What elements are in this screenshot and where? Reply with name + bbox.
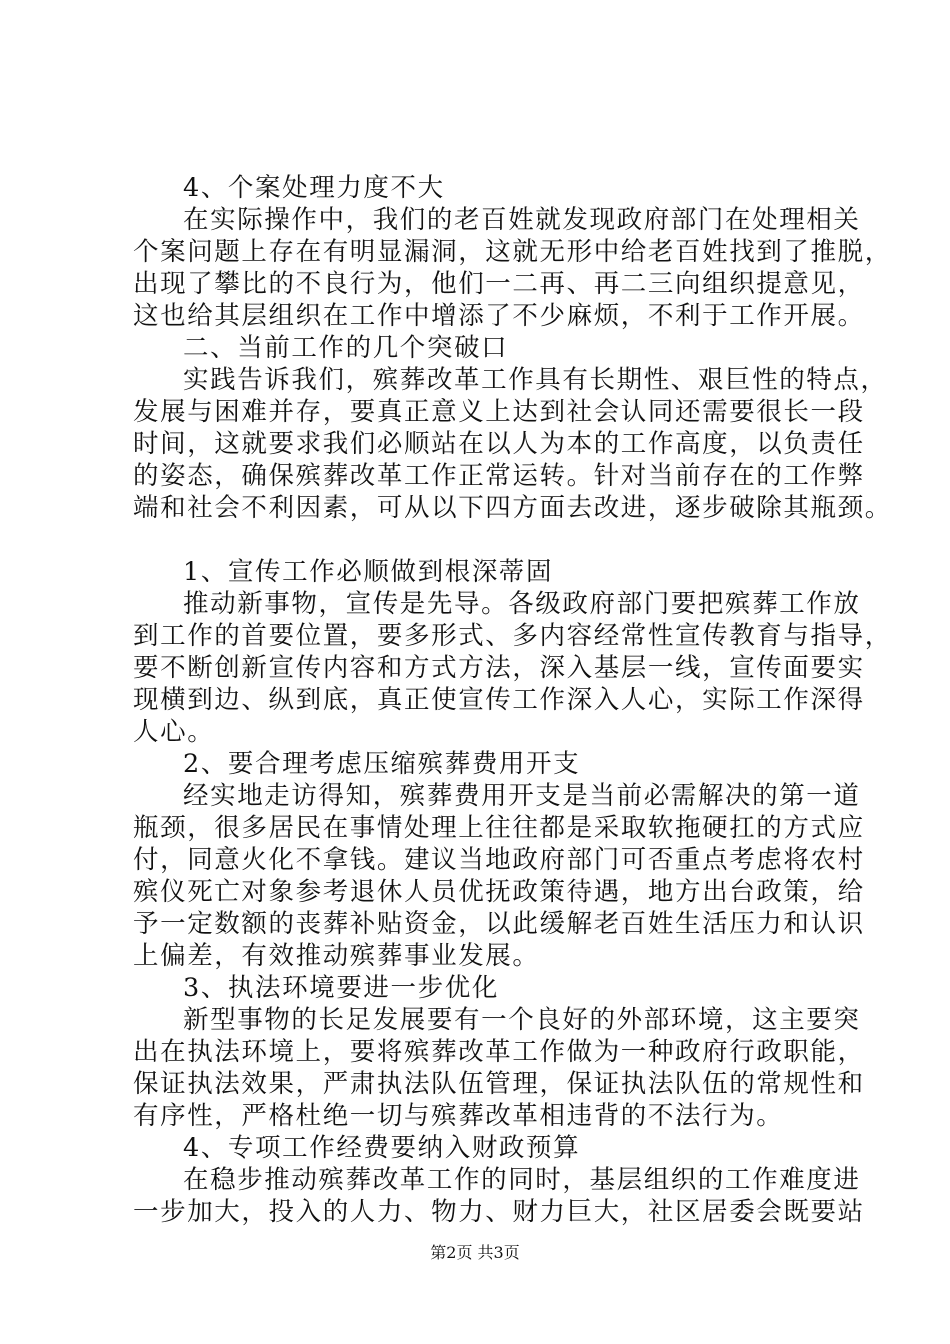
- section-heading: [133, 172, 838, 204]
- text-line: 有序性，严格杜绝一切与殡葬改革相违背的不法行为。: [133, 1101, 784, 1131]
- section-heading: [133, 972, 838, 1004]
- text-line: 要不断创新宣传内容和方式方法，深入基层一线，宣传面要实: [133, 653, 865, 683]
- text-line: 1、宣传工作必顺做到根深蒂固: [183, 557, 554, 587]
- section-heading: [133, 1132, 838, 1164]
- body-paragraph: [133, 1004, 865, 1132]
- text-line: 到工作的首要位置，要多形式、多内容经常性宣传教育与指导，: [133, 621, 892, 651]
- text-line: 一步加大，投入的人力、物力、财力巨大，社区居委会既要站: [133, 1197, 865, 1227]
- text-line: 新型事物的长足发展要有一个良好的外部环境，这主要突: [183, 1005, 861, 1035]
- text-line: 上偏差，有效推动殡葬事业发展。: [133, 941, 540, 971]
- text-line: 3、执法环境要进一步优化: [183, 973, 499, 1003]
- body-paragraph: [133, 780, 865, 972]
- text-line: 经实地走访得知，殡葬费用开支是当前必需解决的第一道: [183, 781, 861, 811]
- text-line: 出在执法环境上，要将殡葬改革工作做为一种政府行政职能，: [133, 1037, 865, 1067]
- page-number-label: 第2页 共3页: [430, 1243, 520, 1262]
- text-line: 殡仪死亡对象参考退休人员优抚政策待遇，地方出台政策，给: [133, 877, 865, 907]
- text-line: 发展与困难并存，要真正意义上达到社会认同还需要很长一段: [133, 397, 865, 427]
- page-footer: [0, 1243, 950, 1263]
- text-line: 推动新事物，宣传是先导。各级政府部门要把殡葬工作放: [183, 589, 861, 619]
- text-line: 予一定数额的丧葬补贴资金，以此缓解老百姓生活压力和认识: [133, 909, 865, 939]
- text-line: 时间，这就要求我们必顺站在以人为本的工作高度，以负责任: [133, 429, 865, 459]
- text-line: 端和社会不利因素，可从以下四方面去改进，逐步破除其瓶颈。: [133, 493, 892, 523]
- text-line: 4、个案处理力度不大: [183, 173, 445, 203]
- text-line: 保证执法效果，严肃执法队伍管理，保证执法队伍的常规性和: [133, 1069, 865, 1099]
- text-line: 这也给其层组织在工作中增添了不少麻烦，不利于工作开展。: [133, 301, 865, 331]
- text-line: 4、专项工作经费要纳入财政预算: [183, 1133, 581, 1163]
- body-paragraph: [133, 588, 892, 748]
- text-line: 在稳步推动殡葬改革工作的同时，基层组织的工作难度进: [183, 1165, 861, 1195]
- text-line: 人心。: [133, 717, 215, 747]
- section-heading: [133, 748, 838, 780]
- text-line: 二、当前工作的几个突破口: [183, 333, 509, 363]
- text-line: 在实际操作中，我们的老百姓就发现政府部门在处理相关: [183, 205, 861, 235]
- text-line: 瓶颈，很多居民在事情处理上往往都是采取软拖硬扛的方式应: [133, 813, 865, 843]
- text-line: 现横到边、纵到底，真正使宣传工作深入人心，实际工作深得: [133, 685, 865, 715]
- text-line: 个案问题上存在有明显漏洞，这就无形中给老百姓找到了推脱，: [133, 237, 892, 267]
- body-paragraph: [133, 1164, 865, 1228]
- text-line: 实践告诉我们，殡葬改革工作具有长期性、艰巨性的特点，: [183, 365, 888, 395]
- text-line: 2、要合理考虑压缩殡葬费用开支: [183, 749, 581, 779]
- document-body: [133, 172, 892, 1228]
- text-line: 出现了攀比的不良行为，他们一二再、再二三向组织提意见，: [133, 269, 865, 299]
- paragraph-gap: [133, 524, 838, 556]
- body-paragraph: [133, 364, 892, 524]
- section-heading: [133, 332, 838, 364]
- section-heading: [133, 556, 838, 588]
- body-paragraph: [133, 204, 892, 332]
- text-line: 付，同意火化不拿钱。建议当地政府部门可否重点考虑将农村: [133, 845, 865, 875]
- text-line: 的姿态，确保殡葬改革工作正常运转。针对当前存在的工作弊: [133, 461, 865, 491]
